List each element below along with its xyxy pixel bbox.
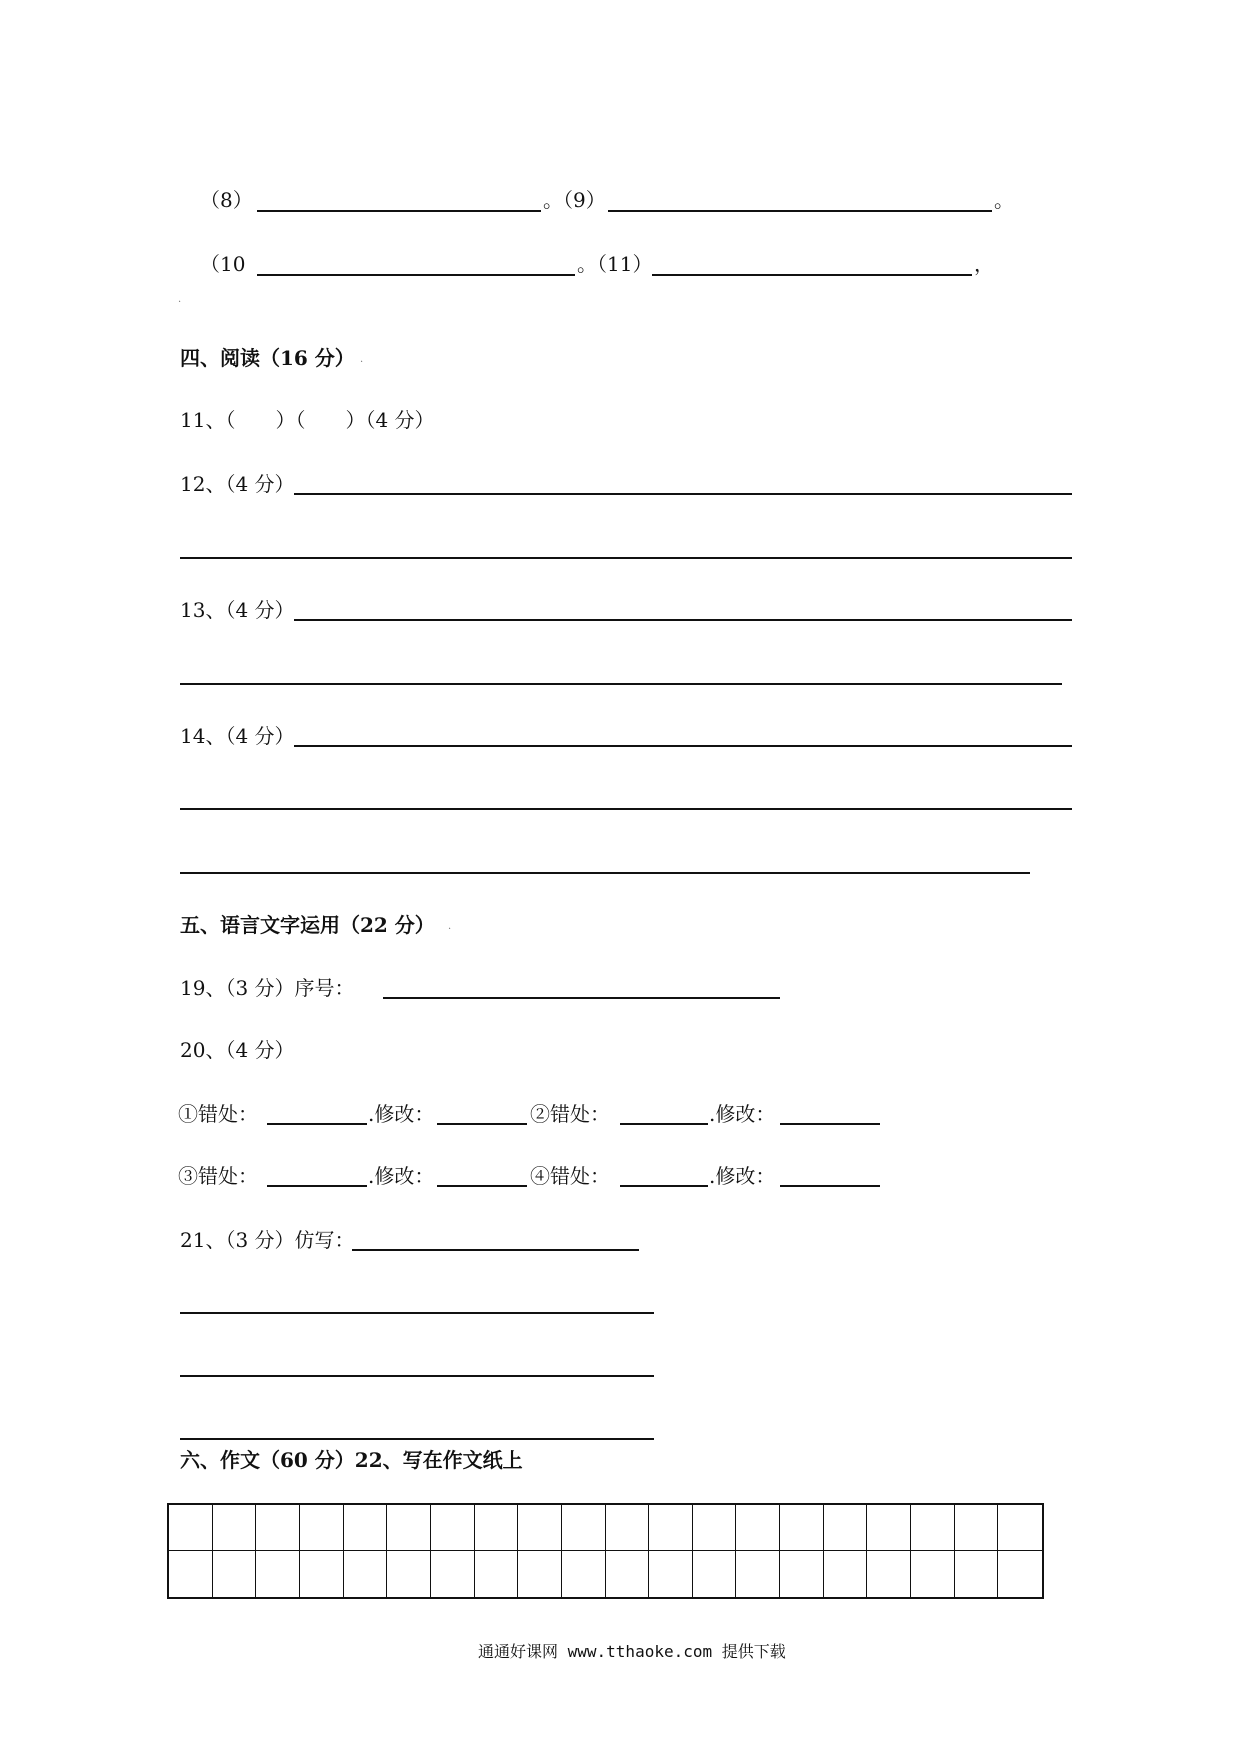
answer-line-q13-2[interactable] <box>180 683 1062 685</box>
label-q19: 19、（3 分）序号： <box>180 976 355 1000</box>
answer-line-q11-fill[interactable] <box>652 274 972 276</box>
grid-cell[interactable] <box>955 1505 999 1551</box>
label-q20: 20、（4 分） <box>180 1038 295 1062</box>
grid-cell[interactable] <box>736 1505 780 1551</box>
answer-line-q12-1[interactable] <box>294 493 1072 495</box>
grid-cell[interactable] <box>300 1505 344 1551</box>
label-error-2: ②错处： <box>530 1102 610 1126</box>
grid-cell[interactable] <box>213 1505 257 1551</box>
section4-heading: 四、阅读（16 分） <box>180 346 355 370</box>
margin-mark: . <box>448 921 452 932</box>
label-q14: 14、（4 分） <box>180 724 295 748</box>
answer-line-fix-4[interactable] <box>780 1185 880 1187</box>
answer-line-q13-1[interactable] <box>294 619 1072 621</box>
answer-line-q14-1[interactable] <box>294 745 1072 747</box>
answer-line-q8[interactable] <box>257 210 541 212</box>
grid-cell[interactable] <box>562 1505 606 1551</box>
section5-heading: 五、语言文字运用（22 分） <box>180 913 435 937</box>
grid-cell[interactable] <box>431 1505 475 1551</box>
period-q9: 。 <box>994 188 1014 212</box>
grid-cell[interactable] <box>256 1505 300 1551</box>
answer-line-q14-3[interactable] <box>180 872 1030 874</box>
label-fix-4: .修改： <box>709 1164 776 1188</box>
label-q11-fill: 。（11） <box>577 252 653 276</box>
answer-line-q19[interactable] <box>383 997 780 999</box>
answer-line-q21-2[interactable] <box>180 1312 654 1314</box>
answer-line-error-3[interactable] <box>267 1185 367 1187</box>
margin-mark: . <box>360 354 364 365</box>
label-fix-2: .修改： <box>709 1102 776 1126</box>
label-error-3: ③错处： <box>178 1164 258 1188</box>
grid-cell[interactable] <box>518 1551 562 1597</box>
answer-line-fix-2[interactable] <box>780 1123 880 1125</box>
label-error-1: ①错处： <box>178 1102 258 1126</box>
grid-cell[interactable] <box>606 1551 650 1597</box>
grid-cell[interactable] <box>911 1551 955 1597</box>
grid-cell[interactable] <box>824 1505 868 1551</box>
label-fix-3: .修改： <box>368 1164 435 1188</box>
answer-line-q10[interactable] <box>257 274 575 276</box>
answer-line-q12-2[interactable] <box>180 557 1072 559</box>
comma-q11: ， <box>974 252 994 276</box>
grid-cell[interactable] <box>998 1551 1042 1597</box>
grid-cell[interactable] <box>736 1551 780 1597</box>
margin-mark: . <box>178 294 182 305</box>
grid-cell[interactable] <box>475 1505 519 1551</box>
grid-cell[interactable] <box>169 1505 213 1551</box>
label-q21: 21、（3 分）仿写： <box>180 1228 355 1252</box>
grid-cell[interactable] <box>213 1551 257 1597</box>
grid-cell[interactable] <box>649 1505 693 1551</box>
answer-line-error-4[interactable] <box>620 1185 708 1187</box>
label-q9: 。（9） <box>543 188 606 212</box>
footer-text: 通通好课网 www.tthaoke.com 提供下载 <box>478 1642 786 1661</box>
label-q13: 13、（4 分） <box>180 598 295 622</box>
grid-cell[interactable] <box>431 1551 475 1597</box>
grid-cell[interactable] <box>649 1551 693 1597</box>
grid-cell[interactable] <box>344 1551 388 1597</box>
answer-line-error-2[interactable] <box>620 1123 708 1125</box>
grid-cell[interactable] <box>256 1551 300 1597</box>
answer-line-q21-4[interactable] <box>180 1438 654 1440</box>
grid-cell[interactable] <box>867 1551 911 1597</box>
grid-cell[interactable] <box>344 1505 388 1551</box>
grid-cell[interactable] <box>693 1551 737 1597</box>
grid-cell[interactable] <box>780 1551 824 1597</box>
label-q12: 12、（4 分） <box>180 472 295 496</box>
answer-line-q14-2[interactable] <box>180 808 1072 810</box>
label-q10: （10 <box>200 252 246 276</box>
answer-line-q21-1[interactable] <box>352 1249 639 1251</box>
composition-grid[interactable] <box>167 1503 1044 1599</box>
grid-cell[interactable] <box>693 1505 737 1551</box>
answer-line-fix-3[interactable] <box>437 1185 527 1187</box>
grid-cell[interactable] <box>300 1551 344 1597</box>
label-q11: 11、（ ）（ ）（4 分） <box>180 408 435 432</box>
grid-cell[interactable] <box>169 1551 213 1597</box>
grid-cell[interactable] <box>780 1505 824 1551</box>
grid-cell[interactable] <box>606 1505 650 1551</box>
grid-cell[interactable] <box>518 1505 562 1551</box>
grid-cell[interactable] <box>998 1505 1042 1551</box>
answer-line-q9[interactable] <box>608 210 992 212</box>
grid-cell[interactable] <box>387 1551 431 1597</box>
answer-line-error-1[interactable] <box>267 1123 367 1125</box>
grid-cell[interactable] <box>867 1505 911 1551</box>
grid-cell[interactable] <box>955 1551 999 1597</box>
grid-cell[interactable] <box>911 1505 955 1551</box>
label-fix-1: .修改： <box>368 1102 435 1126</box>
grid-cell[interactable] <box>387 1505 431 1551</box>
answer-line-q21-3[interactable] <box>180 1375 654 1377</box>
grid-cell[interactable] <box>562 1551 606 1597</box>
grid-cell[interactable] <box>824 1551 868 1597</box>
answer-line-fix-1[interactable] <box>437 1123 527 1125</box>
section6-heading: 六、作文（60 分）22、写在作文纸上 <box>180 1448 523 1472</box>
label-q8: （8） <box>200 188 253 212</box>
label-error-4: ④错处： <box>530 1164 610 1188</box>
grid-cell[interactable] <box>475 1551 519 1597</box>
